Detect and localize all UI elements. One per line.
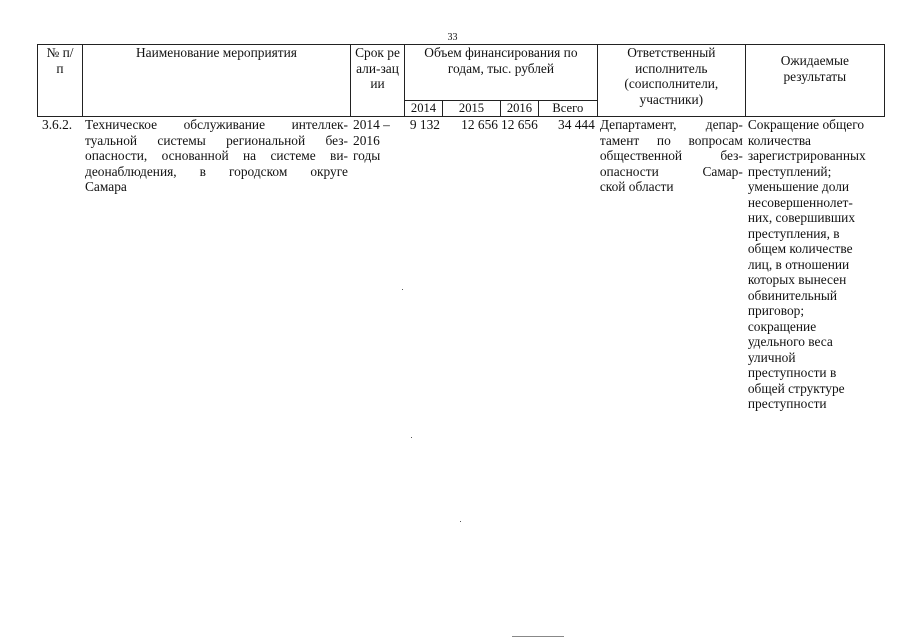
table-row (38, 117, 885, 412)
row-responsible-line: общественной без- (599, 148, 743, 163)
header-funding: Объем финансирования по годам, тыс. рублей (405, 45, 598, 101)
row-results-line: уменьшение доли (747, 179, 850, 194)
row-results-line: сокращение (747, 318, 817, 334)
row-responsible-line: ской области (599, 179, 674, 194)
row-results-line: преступности в (747, 365, 837, 380)
row-results (745, 117, 884, 412)
row-term-line: 2016 (353, 132, 380, 148)
value-2016: 12 656 (501, 117, 538, 132)
row-results-line: общем количестве (747, 241, 853, 256)
header-results: Ожидаемые результаты (745, 45, 884, 117)
value-2015: 12 656 (461, 117, 498, 132)
header-year-2015: 2015 (443, 101, 501, 117)
row-name-line: опасности, основанной на системе ви- (85, 148, 348, 163)
row-results-line: преступлений; (747, 163, 832, 179)
row-name-line: Техническое обслуживание интеллек- (85, 117, 348, 132)
row-results-line: них, совершивших (747, 210, 856, 225)
value-total: 34 444 (558, 117, 595, 132)
row-results-line: преступления, в (747, 225, 840, 241)
scan-speck (402, 289, 403, 290)
header-responsible: Ответственный исполнитель (соисполнители, участники) (597, 45, 745, 117)
row-name-line: туальной системы региональной без- (85, 132, 348, 148)
row-results-line: обвинительный (747, 287, 838, 303)
row-name-line: деонаблюдения, в городском округе (85, 163, 348, 179)
row-results-line: которых вынесен (747, 272, 847, 287)
row-results-line: лиц, в отношении (747, 256, 850, 272)
header-year-2016: 2016 (501, 101, 539, 117)
header-name: Наименование мероприятия (83, 45, 351, 117)
row-results-line: количества (747, 132, 811, 148)
row-results-line: Сокращение общего (747, 117, 865, 132)
row-results-line: зарегистрированных (747, 148, 866, 163)
row-name-line: Самара (85, 179, 127, 194)
header-term: Срок реали-зации (351, 45, 405, 117)
scan-speck (411, 437, 412, 438)
row-results-line: приговор; (747, 303, 805, 318)
row-results-line: общей структуре (747, 380, 845, 396)
row-term-line: 2014 – (353, 117, 390, 132)
header-year-total: Всего (538, 101, 597, 117)
measures-table (37, 44, 885, 412)
scan-edge-mark (512, 636, 564, 637)
row-responsible (597, 117, 745, 412)
row-results-line: уличной (747, 349, 796, 365)
row-number: 3.6.2. (42, 117, 73, 132)
value-2014: 9 132 (409, 117, 440, 132)
header-number: № п/п (38, 45, 83, 117)
row-name (83, 117, 351, 412)
header-year-2014: 2014 (405, 101, 443, 117)
row-responsible-line: тамент по вопросам (599, 132, 743, 148)
row-results-line: преступности (747, 396, 827, 411)
row-results-line: удельного веса (747, 334, 833, 349)
row-results-line: несовершеннолет- (747, 194, 853, 210)
row-term-line: годы (353, 148, 381, 163)
page-number: 33 (447, 32, 458, 43)
row-responsible-line: Департамент, депар- (599, 117, 743, 132)
row-term (351, 117, 405, 412)
scan-speck (460, 521, 461, 522)
row-responsible-line: опасности Самар- (599, 163, 743, 179)
